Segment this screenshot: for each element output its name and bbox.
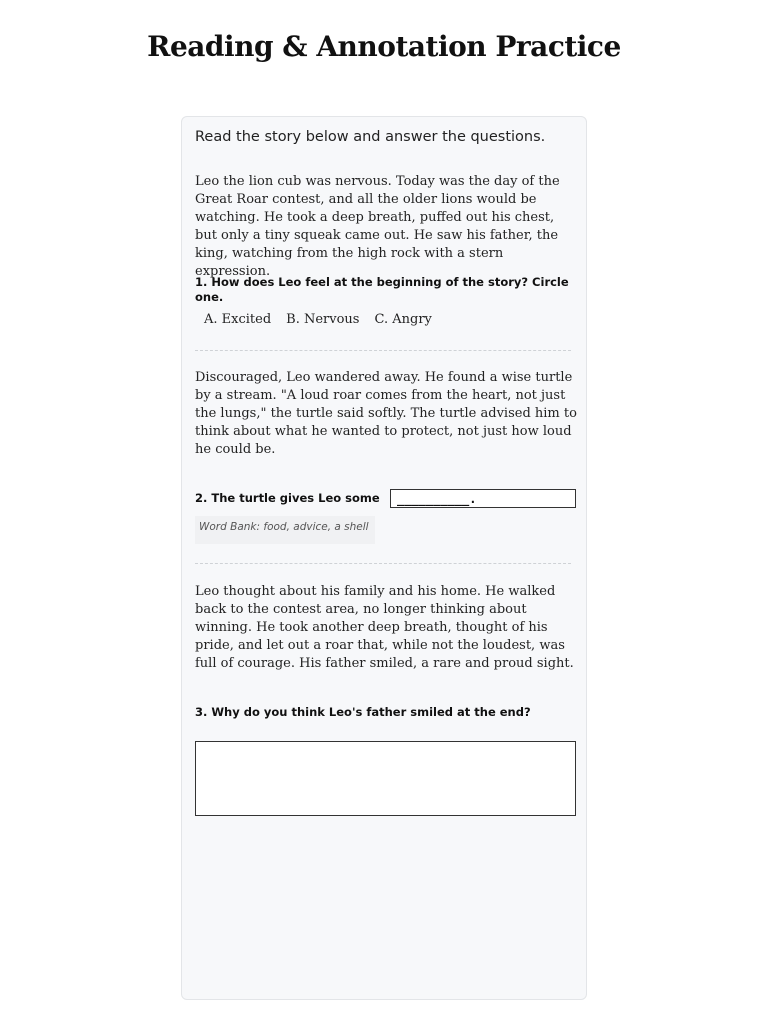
section-divider [195, 563, 571, 564]
question-3: 3. Why do you think Leo's father smiled at the end? [195, 705, 531, 719]
fill-in-blank-input[interactable]: __________. [390, 489, 576, 508]
page-title: Reading & Annotation Practice [147, 30, 621, 63]
option-c[interactable]: C. Angry [374, 312, 432, 327]
story-passage-1: Leo the lion cub was nervous. Today was the day of the Great Roar contest, and all the older lions would be watching. He took a deep breath, puffed out his chest, but only a tiny squeak came out. He saw his father, the king, watching from the high rock with a stern expression. [195, 174, 560, 279]
question-1: 1. How does Leo feel at the beginning of the story? Circle one. [195, 275, 569, 304]
story-passage-3: Leo thought about his family and his home. He walked back to the contest area, no longer thinking about winning. He took another deep breath, thought of his pride, and let out a roar that, while not the loudest, was full of courage. His father smiled, a rare and proud sight. [195, 584, 574, 671]
story-passage-2: Discouraged, Leo wandered away. He found a wise turtle by a stream. "A loud roar comes from the heart, not just the lungs," the turtle said softly. The turtle advised him to think about what he wanted to protect, not just how loud he could be. [195, 370, 577, 457]
section-divider [195, 350, 571, 351]
option-a[interactable]: A. Excited [204, 312, 272, 327]
worksheet-card [181, 116, 587, 1000]
answer-textbox[interactable] [195, 741, 576, 816]
question-2: 2. The turtle gives Leo some [195, 491, 380, 505]
question-1-options [204, 312, 432, 327]
word-bank: Word Bank: food, advice, a shell [195, 516, 375, 544]
option-b[interactable]: B. Nervous [286, 312, 360, 327]
instructions: Read the story below and answer the questions. [195, 129, 546, 145]
